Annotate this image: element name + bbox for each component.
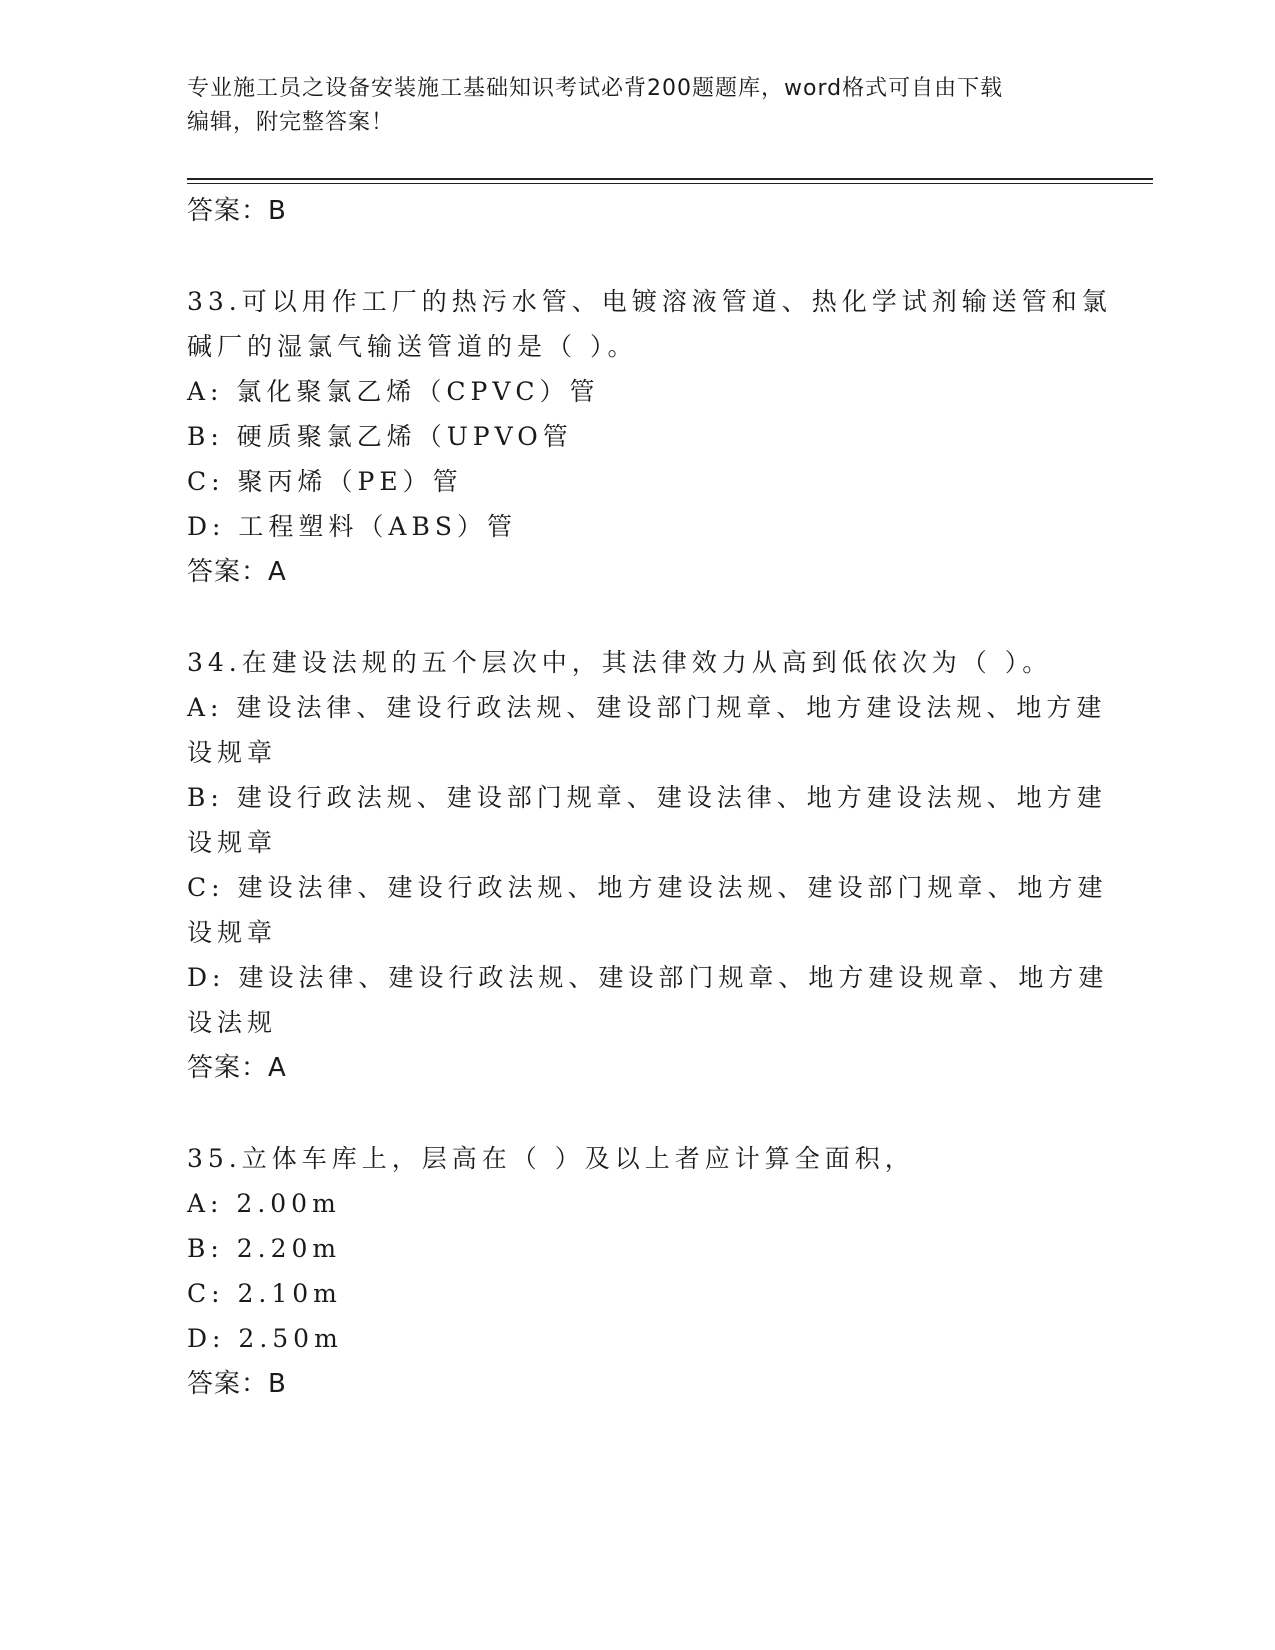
answer: 答案：A xyxy=(187,557,287,587)
answer: 答案：B xyxy=(187,1369,287,1399)
question-stem-line: 碱厂的湿氯气输送管道的是（ ）。 xyxy=(187,332,638,361)
header-line-2: 编辑，附完整答案！ xyxy=(187,110,395,135)
document-header xyxy=(187,72,1067,140)
question-stem-line: 35.立体车库上，层高在（ ）及以上者应计算全面积， xyxy=(187,1144,915,1173)
option-c: C: 建设法律、建设行政法规、地方建设法规、建设部门规章、地方建 xyxy=(187,873,1108,902)
option-d-continued: 设法规 xyxy=(187,1008,278,1037)
option-c: C: 2.10m xyxy=(187,1279,342,1308)
header-line-1: 专业施工员之设备安装施工基础知识考试必背200题题库，word格式可自由下载 xyxy=(187,76,1004,101)
option-a-continued: 设规章 xyxy=(187,738,278,767)
option-a: A: 2.00m xyxy=(187,1189,341,1218)
option-b: B: 2.20m xyxy=(187,1234,342,1263)
question-stem-line: 34.在建设法规的五个层次中，其法律效力从高到低依次为（ ）。 xyxy=(187,648,1053,677)
option-b: B: 硬质聚氯乙烯（UPVO管 xyxy=(187,422,573,451)
option-c-continued: 设规章 xyxy=(187,918,278,947)
option-a: A: 建设法律、建设行政法规、建设部门规章、地方建设法规、地方建 xyxy=(187,693,1107,722)
option-a: A: 氯化聚氯乙烯（CPVC）管 xyxy=(187,377,600,406)
option-c: C: 聚丙烯（PE）管 xyxy=(187,467,463,496)
option-d: D: 建设法律、建设行政法规、建设部门规章、地方建设规章、地方建 xyxy=(187,963,1109,992)
option-d: D: 2.50m xyxy=(187,1324,343,1353)
question-34 xyxy=(187,640,1109,1091)
question-33 xyxy=(187,279,1112,595)
option-b: B: 建设行政法规、建设部门规章、建设法律、地方建设法规、地方建 xyxy=(187,783,1107,812)
option-b-continued: 设规章 xyxy=(187,828,278,857)
option-d: D: 工程塑料（ABS）管 xyxy=(187,512,517,541)
document-body xyxy=(187,188,1112,1407)
answer: 答案：A xyxy=(187,1053,287,1083)
previous-answer: 答案：B xyxy=(187,196,287,226)
header-rule-thin xyxy=(187,183,1153,184)
header-rule-thick xyxy=(187,178,1153,180)
question-35 xyxy=(187,1136,1087,1407)
question-stem-line: 33.可以用作工厂的热污水管、电镀溶液管道、热化学试剂输送管和氯 xyxy=(187,287,1112,316)
